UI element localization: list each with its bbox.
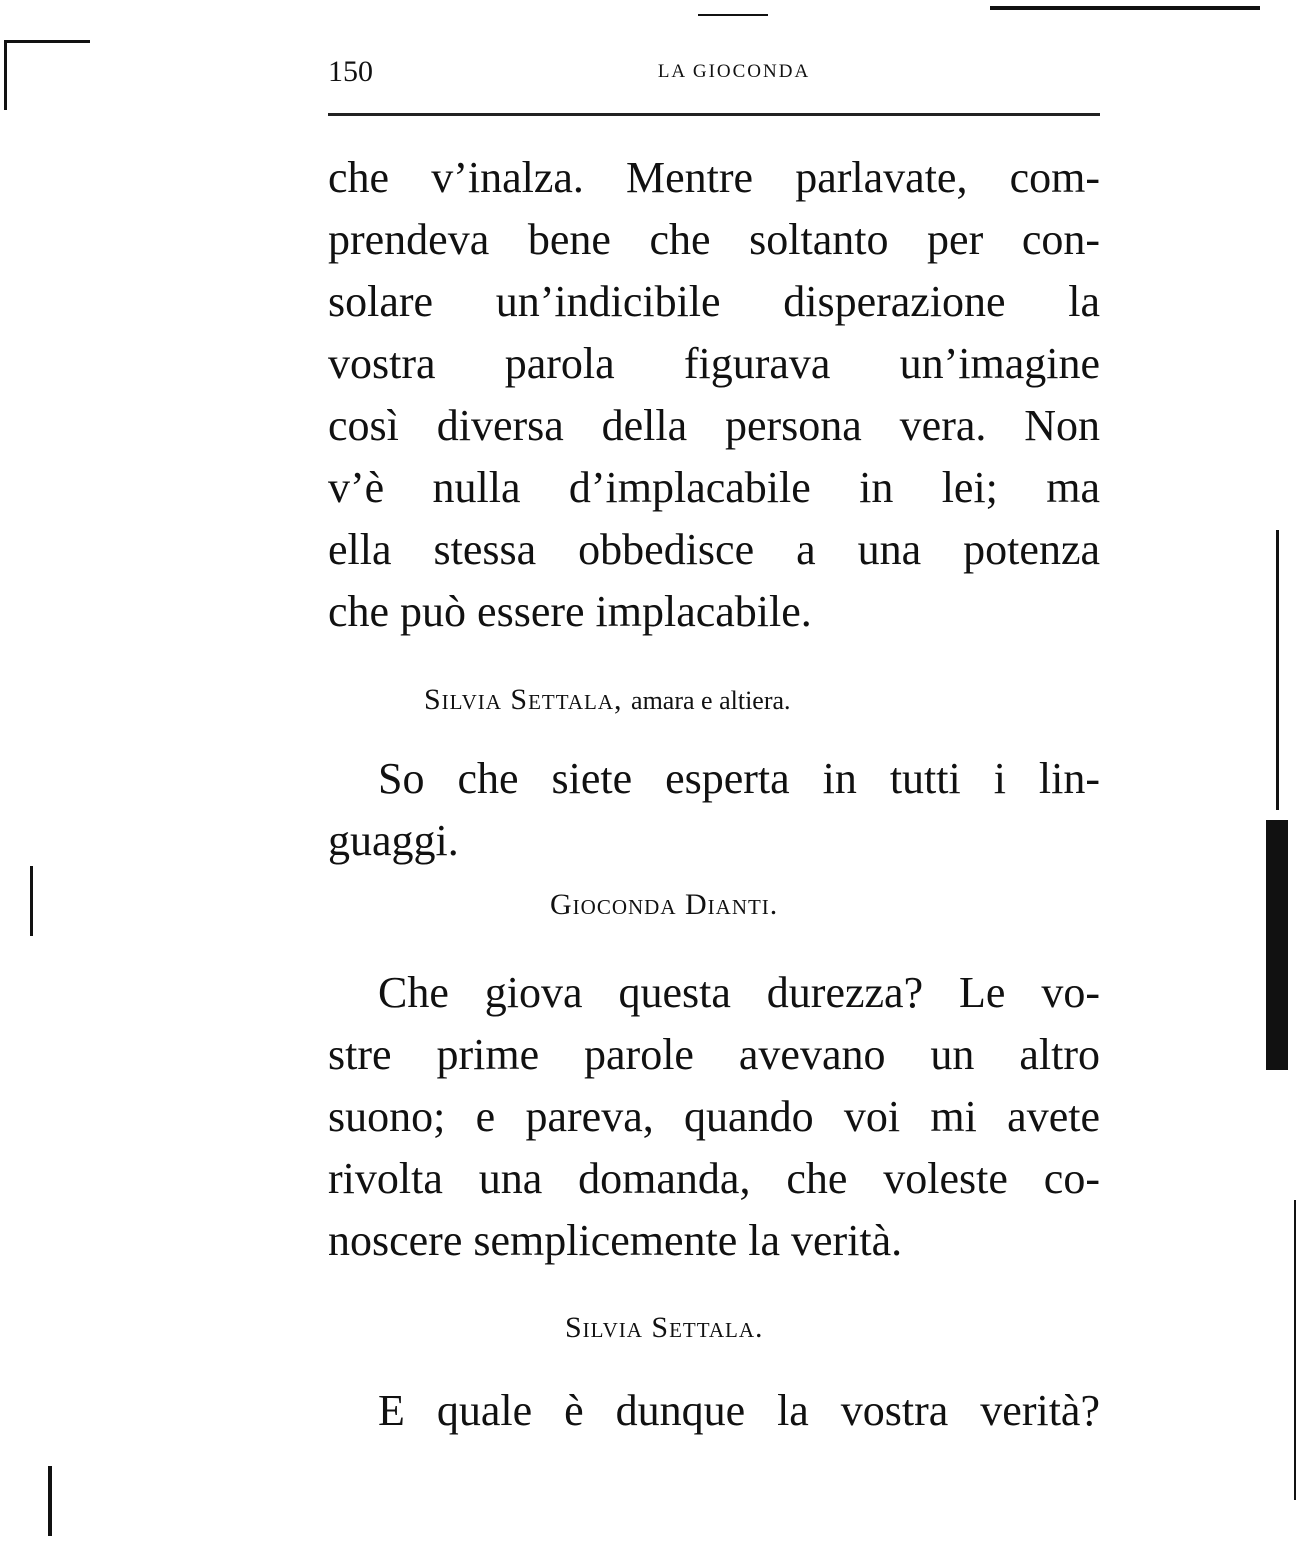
header-rule: [328, 113, 1100, 116]
speaker-heading: [565, 1308, 764, 1348]
speaker-name: Silvia Settala.: [565, 1311, 764, 1344]
text-line: così diversa della persona vera. Non: [328, 401, 1100, 450]
page-header: [328, 52, 1100, 92]
stage-direction: amara e altiera.: [631, 686, 791, 715]
scan-edge-mark: [48, 1466, 52, 1536]
text-line: So che siete esperta in tutti i lin-: [378, 754, 1100, 803]
scan-edge-mark: [4, 40, 7, 110]
text-line: che v’inalza. Mentre parlavate, com-: [328, 153, 1100, 202]
running-title: LA GIOCONDA: [657, 61, 811, 82]
text-line: E quale è dunque la vostra verità?: [378, 1386, 1100, 1435]
scan-edge-mark: [990, 6, 1260, 10]
page-number: 150: [328, 55, 373, 88]
text-line: guaggi.: [328, 816, 459, 865]
scan-edge-mark: [30, 866, 33, 936]
text-line: noscere semplicemente la verità.: [328, 1216, 903, 1265]
text-line: ella stessa obbedisce a una potenza: [328, 525, 1100, 574]
speaker-heading: [550, 885, 778, 925]
text-line: solare un’indicibile disperazione la: [328, 277, 1100, 326]
speaker-name: Gioconda Dianti.: [550, 888, 779, 921]
speaker-name: Silvia Settala,: [424, 683, 623, 716]
text-line: prendeva bene che soltanto per con-: [328, 215, 1100, 264]
text-line: rivolta una domanda, che voleste co-: [328, 1154, 1100, 1203]
scan-edge-mark: [1294, 1200, 1296, 1500]
text-block-2: [328, 748, 1100, 872]
scan-edge-mark: [4, 40, 90, 43]
text-block-3: [328, 962, 1100, 1272]
scan-edge-mark: [1276, 530, 1279, 810]
text-line: che può essere implacabile.: [328, 587, 812, 636]
text-line: v’è nulla d’implacabile in lei; ma: [328, 463, 1100, 512]
speaker-heading: [424, 680, 791, 721]
text-line: stre prime parole avevano un altro: [328, 1030, 1100, 1079]
text-line: Che giova questa durezza? Le vo-: [378, 968, 1100, 1017]
scan-edge-mark: [698, 14, 768, 16]
text-line: vostra parola figurava un’imagine: [328, 339, 1100, 388]
text-block-1: [328, 147, 1100, 643]
text-block-4: [328, 1380, 1100, 1442]
scan-edge-mark: [1266, 820, 1288, 1070]
text-line: suono; e pareva, quando voi mi avete: [328, 1092, 1100, 1141]
